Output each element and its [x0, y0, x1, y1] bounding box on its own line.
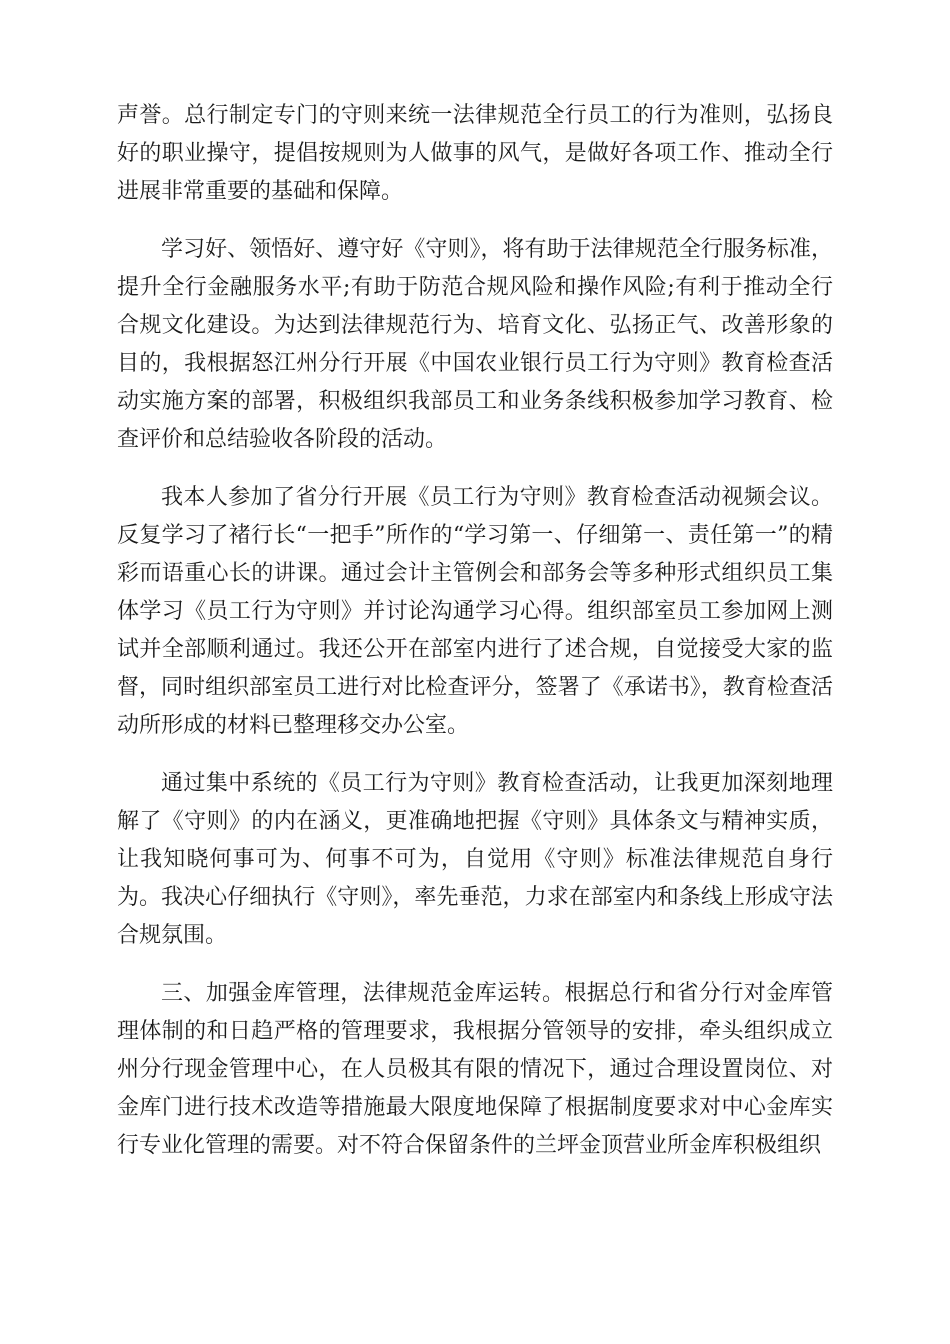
- paragraph-5: 三、加强金库管理，法律规范金库运转。根据总行和省分行对金库管理体制的和日趋严格的管理要求，我根据分管领导的安排，牵头组织成立州分行现金管理中心，在人员极其有限的情况下，通过合理设置岗位、对金库门进行技术改造等措施最大限度地保障了根据制度要求对中心金库实行专业化管理的需要。对不符合保留条件的兰坪金顶营业所金库积极组织: [117, 981, 833, 1158]
- paragraph-3: 我本人参加了省分行开展《员工行为守则》教育检查活动视频会议。反复学习了褚行长“一把手”所作的“学习第一、仔细第一、责任第一”的精彩而语重心长的讲课。通过会计主管例会和部务会等多种形式组织员工集体学习《员工行为守则》并讨论沟通学习心得。组织部室员工参加网上测试并全部顺利通过。我还公开在部室内进行了述合规，自觉接受大家的监督，同时组织部室员工进行对比检查评分，签署了《承诺书》，教育检查活动所形成的材料已整理移交办公室。: [117, 485, 833, 738]
- paragraph-1: 声誉。总行制定专门的守则来统一法律规范全行员工的行为准则，弘扬良好的职业操守，提倡按规则为人做事的风气，是做好各项工作、推动全行进展非常重要的基础和保障。: [117, 103, 833, 204]
- document-page: [117, 97, 833, 1185]
- paragraph-4: 通过集中系统的《员工行为守则》教育检查活动，让我更加深刻地理解了《守则》的内在涵义，更准确地把握《守则》具体条文与精神实质，让我知晓何事可为、何事不可为，自觉用《守则》标准法律规范自身行为。我决心仔细执行《守则》，率先垂范，力求在部室内和条线上形成守法合规氛围。: [117, 771, 833, 948]
- paragraph-2: 学习好、领悟好、遵守好《守则》，将有助于法律规范全行服务标准，提升全行金融服务水平;有助于防范合规风险和操作风险;有利于推动全行合规文化建设。为达到法律规范行为、培育文化、弘扬正气、改善形象的目的，我根据怒江州分行开展《中国农业银行员工行为守则》教育检查活动实施方案的部署，积极组织我部员工和业务条线积极参加学习教育、检查评价和总结验收各阶段的活动。: [117, 237, 833, 452]
